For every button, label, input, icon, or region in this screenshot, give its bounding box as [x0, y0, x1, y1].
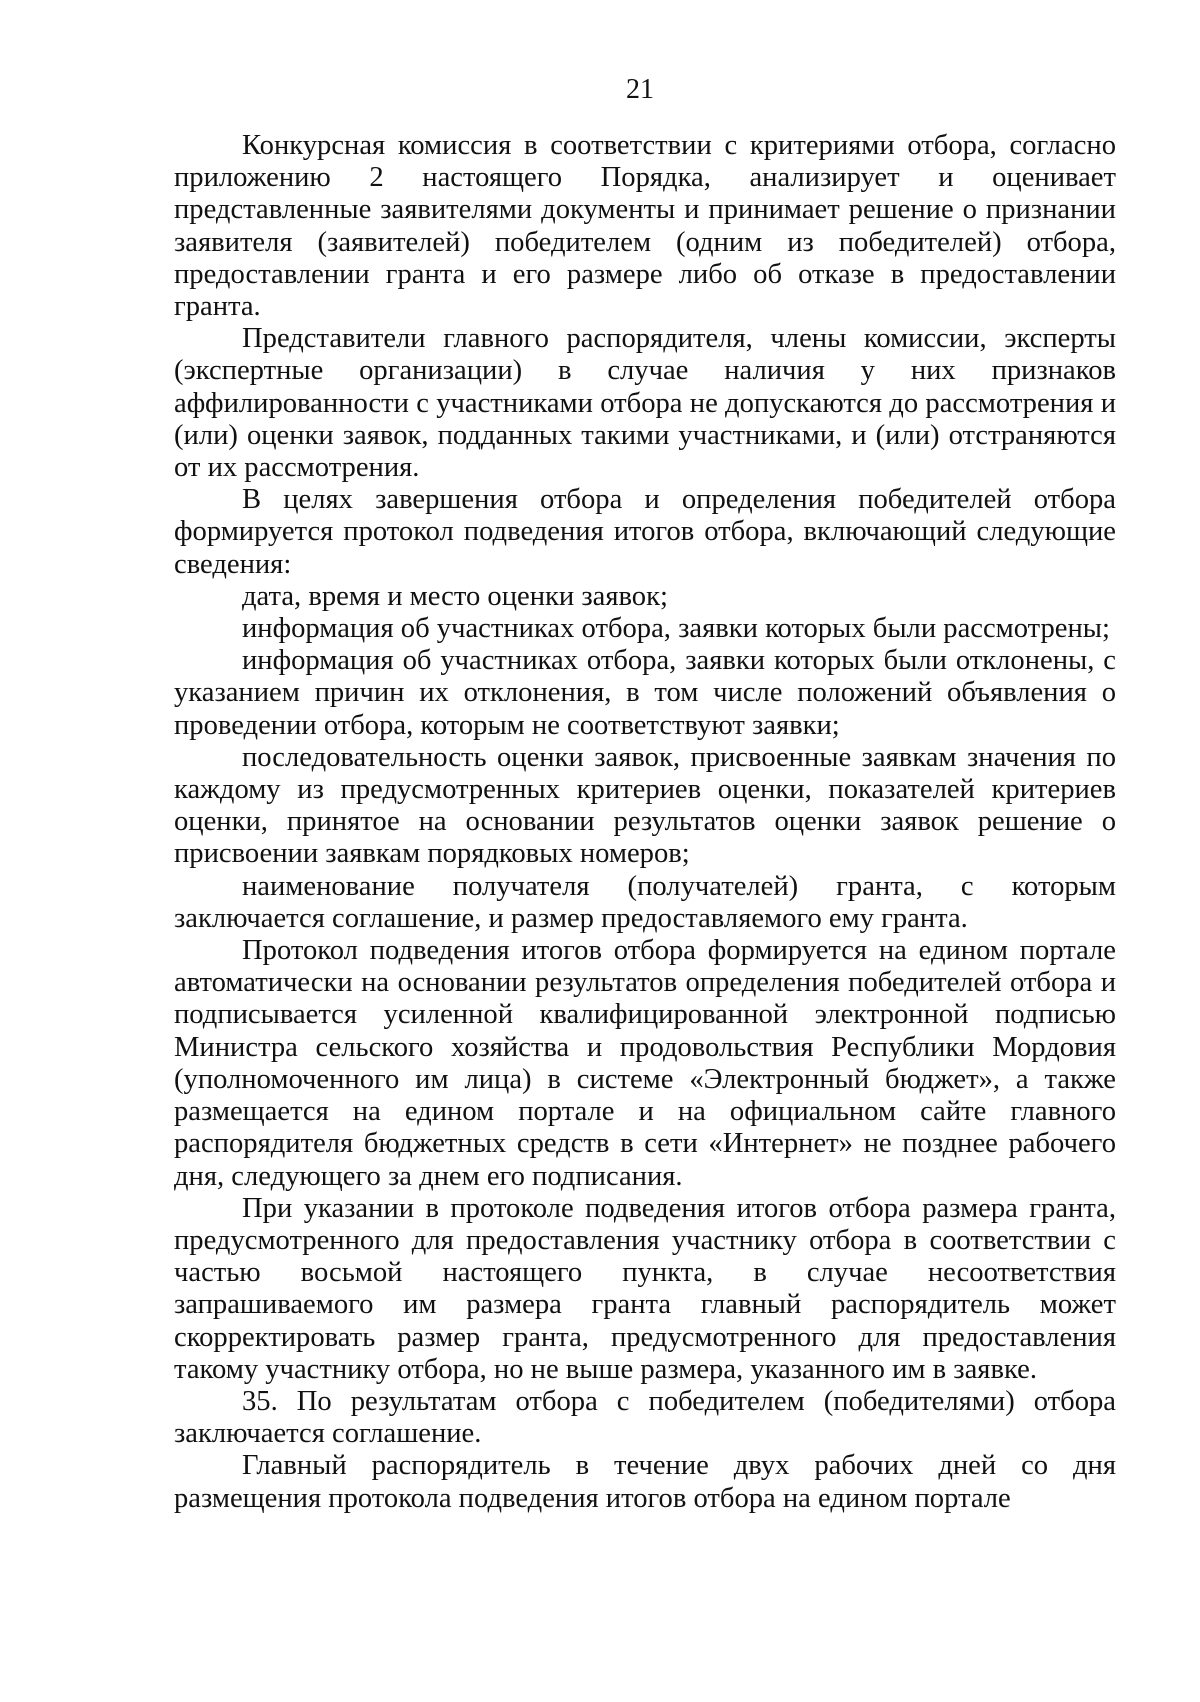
- paragraph-item-recipient: наименование получателя (получателей) гранта, с которым заключается соглашение, и размер предоставляемого ему гранта.: [174, 870, 1116, 934]
- paragraph-affiliation: Представители главного распорядителя, члены комиссии, эксперты (экспертные организации) в случае наличия у них признаков аффилированности с участниками отбора не допускаются до рассмотрения и (или) оценки заявок, подданных такими участниками, и (или) отстраняются от их рассмотрения.: [174, 323, 1116, 484]
- paragraph-item-35: 35. По результатам отбора с победителем (победителями) отбора заключается соглашение.: [174, 1385, 1116, 1450]
- page-number: 21: [626, 74, 654, 105]
- paragraph-item-reviewed: информация об участниках отбора, заявки которых были рассмотрены;: [242, 613, 1110, 645]
- paragraph-grant-size: При указании в протоколе подведения итогов отбора размера гранта, предусмотренного для предоставления участнику отбора в соответствии с частью восьмой настоящего пункта, в случае несоответствия запрашиваемого им размера гранта главный распорядитель может скорректировать размер гранта, предусмотренного для предоставления такому участнику отбора, но не выше размера, указанного им в заявке.: [174, 1192, 1116, 1385]
- paragraph-item-date: дата, время и место оценки заявок;: [242, 580, 668, 612]
- paragraph-protocol-intro: В целях завершения отбора и определения победителей отбора формируется протокол подведения итогов отбора, включающий следующие сведения:: [174, 484, 1116, 580]
- paragraph-item-sequence: последовательность оценки заявок, присвоенные заявкам значения по каждому из предусмотренных критериев оценки, показателей критериев оценки, принятое на основании результатов оценки заявок решение о присвоении заявкам порядковых номеров;: [174, 741, 1116, 870]
- document-body: [174, 130, 1116, 1515]
- paragraph-protocol-portal: Протокол подведения итогов отбора формируется на едином портале автоматически на основании результатов определения победителей отбора и подписывается усиленной квалифицированной электронной подписью Министра сельского хозяйства и продовольствия Республики Мордовия (уполномоченного им лица) в системе «Электронный бюджет», а также размещается на едином портале и на официальном сайте главного распорядителя бюджетных средств в сети «Интернет» не позднее рабочего дня, следующего за днем его подписания.: [174, 935, 1116, 1192]
- paragraph-main-distributor: Главный распорядитель в течение двух рабочих дней со дня размещения протокола подведения итогов отбора на едином портале: [174, 1450, 1116, 1514]
- paragraph-item-rejected: информация об участниках отбора, заявки которых были отклонены, с указанием причин их отклонения, в том числе положений объявления о проведении отбора, которым не соответствуют заявки;: [174, 645, 1116, 741]
- paragraph-commission-evaluation: Конкурсная комиссия в соответствии с критериями отбора, согласно приложению 2 настоящего Порядка, анализирует и оценивает представленные заявителями документы и принимает решение о признании заявителя (заявителей) победителем (одним из победителей) отбора, предоставлении гранта и его размере либо об отказе в предоставлении гранта.: [174, 130, 1116, 323]
